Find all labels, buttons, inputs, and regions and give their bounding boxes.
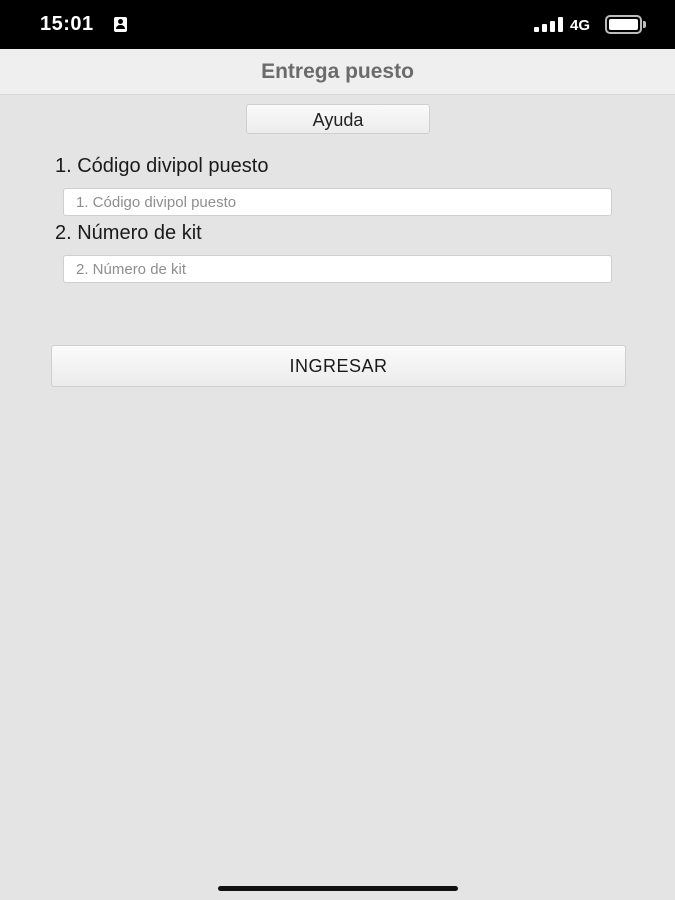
divipol-code-input[interactable] (63, 188, 612, 216)
page-title: Entrega puesto (261, 60, 414, 83)
person-icon (114, 17, 127, 32)
divipol-code-label: 1. Código divipol puesto (55, 155, 269, 177)
status-time: 15:01 (40, 13, 94, 35)
help-button[interactable]: Ayuda (246, 104, 430, 134)
kit-number-input[interactable] (63, 255, 612, 283)
kit-number-label: 2. Número de kit (55, 222, 202, 244)
network-label: 4G (570, 17, 591, 34)
home-indicator[interactable] (218, 886, 458, 891)
signal-icon (534, 17, 564, 32)
submit-button[interactable]: INGRESAR (51, 345, 626, 387)
battery-icon (605, 15, 644, 34)
status-bar (0, 0, 675, 49)
nav-bar (0, 49, 675, 95)
